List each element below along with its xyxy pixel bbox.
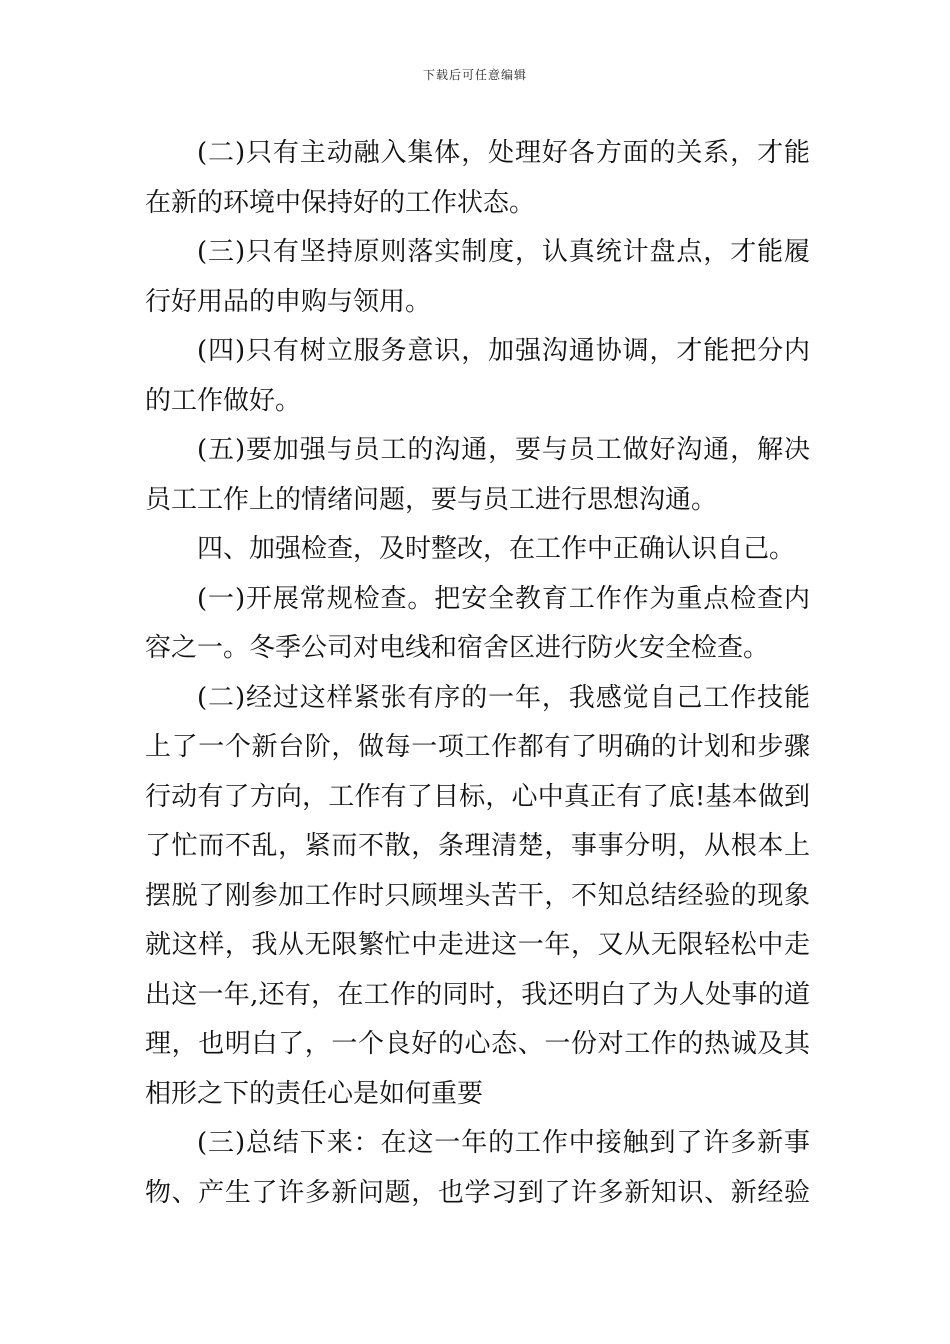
text-line: 员工工作上的情绪问题，要与员工进行思想沟通。 [145,484,718,515]
text-line: (二)经过这样紧张有序的一年，我感觉自己工作技能 [197,682,810,713]
text-line: 相形之下的责任心是如何重要 [145,1078,484,1109]
text-line: 容之一。冬季公司对电线和宿舍区进行防火安全检查。 [145,633,770,663]
text-line: 出这一年,还有，在工作的同时，我还明白了为人处事的道 [145,979,810,1010]
text-line: 上了一个新台阶，做每一项工作都有了明确的计划和步骤 [145,732,810,762]
text-line: 行动有了方向，工作有了目标，心中真正有了底!基本做到 [145,781,810,812]
text-line: 了忙而不乱，紧而不散，条理清楚，事事分明，从根本上 [145,831,810,861]
section-heading: 四、加强检查，及时整改，在工作中正确认识自己。 [197,534,796,564]
text-line: (一)开展常规检查。把安全教育工作作为重点检查内 [197,583,810,614]
text-line: (三)只有坚持原则落实制度，认真统计盘点，才能履 [197,237,810,267]
text-line: (四)只有树立服务意识，加强沟通协调，才能把分内 [197,336,810,366]
text-line: 的工作做好。 [145,385,302,416]
text-line: 物、产生了许多新问题，也学习到了许多新知识、新经验 [145,1177,810,1208]
text-line: 就这样，我从无限繁忙中走进这一年，又从无限轻松中走 [145,930,810,960]
text-line: (五)要加强与员工的沟通，要与员工做好沟通，解决 [197,435,810,465]
header-note: 下载后可任意编辑 [422,68,527,82]
text-line: 行好用品的申购与领用。 [145,286,432,317]
text-line: 理，也明白了，一个良好的心态、一份对工作的热诚及其 [145,1029,810,1059]
text-line: 摆脱了刚参加工作时只顾埋头苦干，不知总结经验的现象 [145,880,810,911]
document-body [145,129,810,1218]
text-line: (三)总结下来：在这一年的工作中接触到了许多新事 [197,1128,810,1158]
text-line: (二)只有主动融入集体，处理好各方面的关系，才能 [197,138,810,168]
text-line: 在新的环境中保持好的工作状态。 [145,187,536,218]
